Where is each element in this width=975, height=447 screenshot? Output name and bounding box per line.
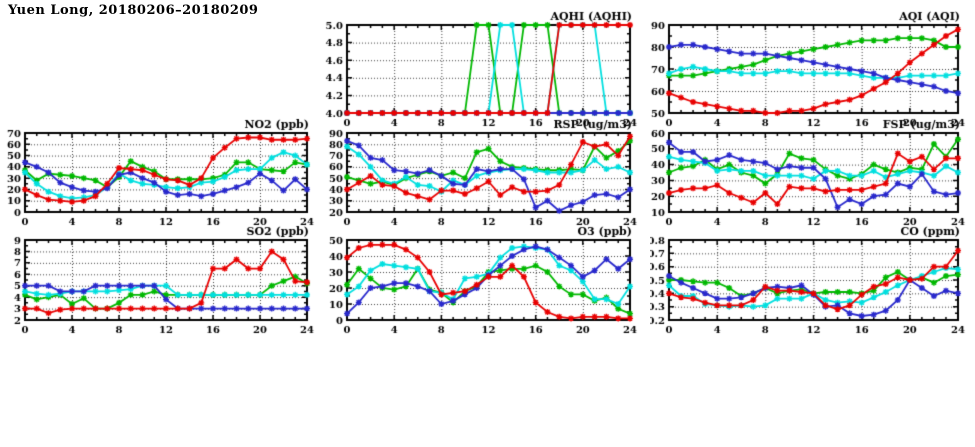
rsp-chart — [325, 118, 645, 233]
co-chart — [650, 225, 975, 343]
no2-chart — [0, 118, 325, 233]
o3-chart — [325, 225, 645, 343]
page-title: Yuen Long, 20180206–20180209 — [8, 3, 259, 18]
aqi-chart — [650, 10, 975, 128]
fsp-chart — [650, 118, 975, 233]
aqhi-chart — [325, 10, 645, 128]
so2-chart — [0, 225, 325, 343]
